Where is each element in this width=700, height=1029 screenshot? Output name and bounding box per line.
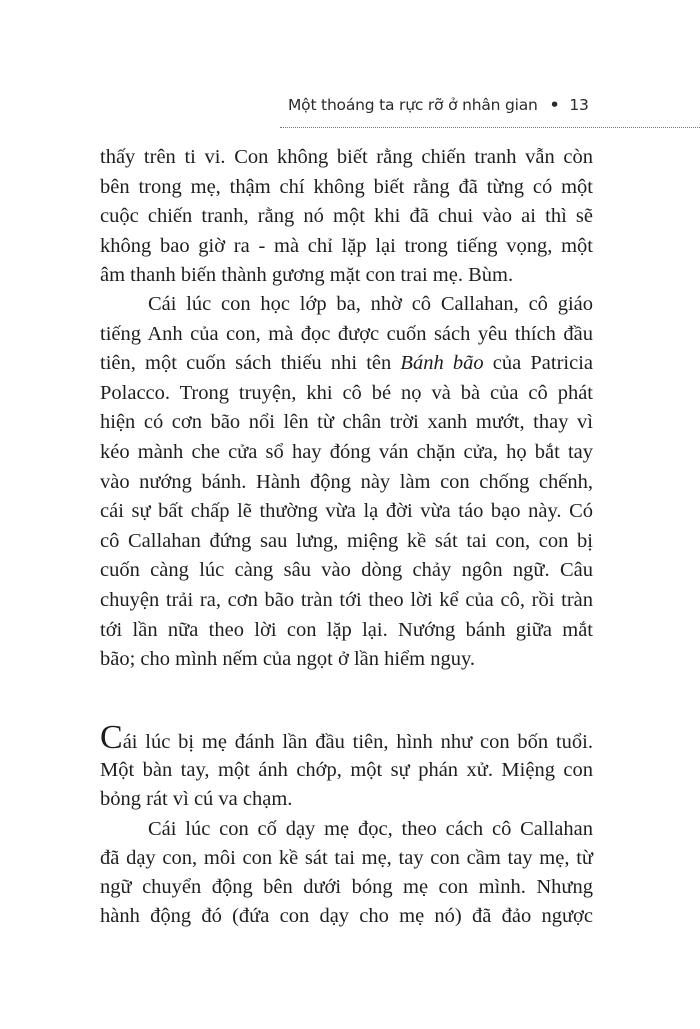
running-header [288, 96, 589, 114]
text-line [100, 292, 593, 316]
text-line [100, 322, 593, 346]
book-title-italic: Bánh bão [400, 352, 484, 375]
text-line [100, 351, 593, 375]
text-segment: Cái lúc con học lớp ba, nhờ cô Callahan, cô giáo [148, 293, 593, 315]
text-line [100, 470, 593, 494]
text-segment: cuộc chiến tranh, rằng nó một khi đã chui vào ai thì sẽ [100, 205, 593, 227]
text-segment: cuốn càng lúc càng sâu vào dòng chảy ngôn ngữ. Câu [100, 559, 593, 582]
text-segment: bão; cho mình nếm của ngọt ở lần hiểm nguy. [100, 648, 476, 671]
text-line [100, 787, 593, 811]
text-segment: Polacco. Trong truyện, khi cô bé nọ và bà của cô phát [100, 381, 593, 404]
text-line [100, 558, 593, 582]
text-line [100, 719, 593, 756]
text-line [100, 529, 593, 553]
text-line [100, 588, 593, 612]
text-line [100, 234, 593, 258]
text-segment: cái sự bất chấp lẽ thường vừa lạ đời vừa táo bạo này. Có [100, 500, 593, 523]
text-line [100, 846, 593, 870]
text-segment: ngữ chuyển động bên dưới bóng mẹ con mình. Nhưng [100, 876, 593, 898]
text-line [100, 758, 593, 782]
text-line [100, 499, 593, 523]
text-line [100, 904, 593, 928]
text-line [100, 440, 593, 464]
running-title: Một thoáng ta rực rỡ ở nhân gian [288, 96, 538, 114]
text-segment: đã dạy con, môi con kề sát tai mẹ, tay con cầm tay mẹ, từ [100, 847, 593, 869]
text-segment: ái lúc bị mẹ đánh lần đầu tiên, hình như con bốn tuổi. [122, 731, 593, 753]
text-line [100, 618, 593, 642]
text-line [100, 204, 593, 228]
text-line [100, 263, 593, 287]
text-line [100, 410, 593, 434]
text-segment: âm thanh biến thành gương mặt con trai mẹ. Bùm. [100, 264, 514, 286]
text-segment: bỏng rát vì cú va chạm. [100, 788, 293, 810]
text-segment: thấy trên ti vi. Con không biết rằng chiến tranh vẫn còn [100, 146, 593, 168]
text-segment: chuyện trải ra, cơn bão tràn tới theo lời kể của cô, rồi tràn [100, 589, 593, 611]
text-segment: tới lần nữa theo lời con lặp lại. Nướng bánh giữa mắt [100, 618, 593, 641]
text-segment: cô Callahan đứng sau lưng, miệng kề sát tai con, con bị [100, 529, 593, 552]
text-segment: tiên, một cuốn sách thiếu nhi tên [100, 352, 401, 375]
page-number: 13 [569, 96, 589, 114]
text-segment: không bao giờ ra - mà chỉ lặp lại trong tiếng vọng, một [100, 234, 593, 257]
text-line [100, 875, 593, 899]
text-segment: bên trong mẹ, thậm chí không biết rằng đã từng có một [100, 175, 593, 198]
text-segment: của Patricia [483, 352, 593, 375]
header-dotted-rule [280, 127, 700, 128]
text-segment: hành động đó (đứa con dạy cho mẹ nó) đã đảo ngược [100, 905, 593, 927]
text-segment: Một bàn tay, một ánh chớp, một sự phán xử. Miệng con [100, 759, 593, 781]
text-line [100, 145, 593, 169]
text-line [100, 647, 593, 671]
text-segment: hiện có cơn bão nổi lên từ chân trời xanh mướt, thay vì [100, 411, 593, 434]
text-segment: tiếng Anh của con, mà đọc được cuốn sách yêu thích đầu [100, 322, 593, 345]
drop-cap: C [100, 719, 123, 756]
text-segment: vào nướng bánh. Hành động này làm con chống chếnh, [100, 470, 593, 493]
bullet-separator: • [549, 96, 560, 114]
text-line [100, 817, 593, 841]
text-line [100, 381, 593, 405]
text-segment: Cái lúc con cố dạy mẹ đọc, theo cách cô Callahan [148, 818, 593, 840]
text-segment: kéo mành che cửa sổ hay đóng ván chặn cửa, họ bắt tay [100, 441, 593, 463]
text-line [100, 175, 593, 199]
